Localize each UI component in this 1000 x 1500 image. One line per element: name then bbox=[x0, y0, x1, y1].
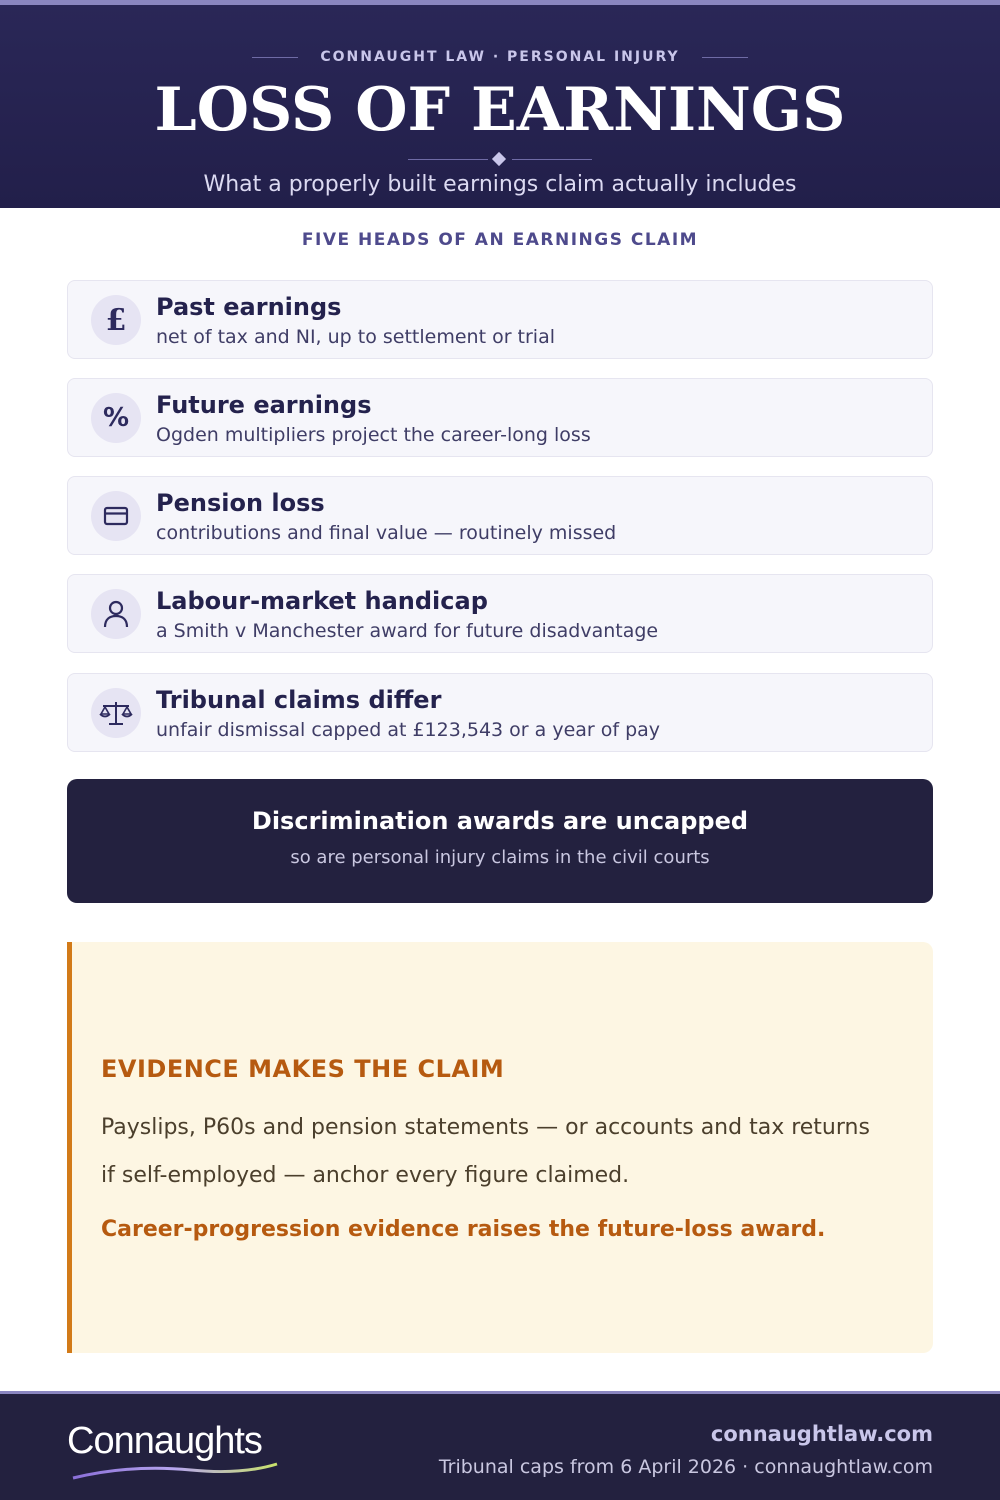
head-title: Tribunal claims differ bbox=[156, 686, 442, 714]
head-card-pension-loss bbox=[67, 476, 933, 555]
head-title: Labour-market handicap bbox=[156, 587, 488, 615]
head-card-labour-market-handicap bbox=[67, 574, 933, 653]
evidence-key-point: Career-progression evidence raises the future-loss award. bbox=[101, 1217, 826, 1242]
section-heading: FIVE HEADS OF AN EARNINGS CLAIM bbox=[301, 230, 699, 250]
logo-wordmark: Connaughts bbox=[67, 1420, 262, 1462]
scales-icon bbox=[91, 688, 141, 738]
head-title: Past earnings bbox=[156, 293, 342, 321]
highlight-subtitle: so are personal injury claims in the civil courts bbox=[290, 847, 710, 868]
highlight-banner bbox=[67, 779, 933, 903]
head-detail: unfair dismissal capped at £123,543 or a year of pay bbox=[156, 719, 661, 741]
diamond-icon bbox=[492, 152, 506, 166]
pound-icon: £ bbox=[91, 295, 141, 345]
head-detail: Ogden multipliers project the career-long loss bbox=[156, 424, 591, 446]
evidence-body: Payslips, P60s and pension statements — or accounts and tax returns if self-employed — anchor every figure claimed. bbox=[101, 1115, 870, 1188]
footer-url-link[interactable]: connaughtlaw.com bbox=[710, 1422, 933, 1446]
kicker-rule-right bbox=[702, 57, 748, 58]
kicker-row bbox=[0, 49, 1000, 65]
highlight-title: Discrimination awards are uncapped bbox=[251, 807, 749, 835]
wallet-icon bbox=[91, 491, 141, 541]
person-icon bbox=[91, 589, 141, 639]
page-subtitle: What a properly built earnings claim actually includes bbox=[203, 172, 797, 197]
brand-logo[interactable] bbox=[67, 1420, 287, 1480]
logo-swoosh-icon bbox=[71, 1462, 281, 1482]
percent-icon: % bbox=[91, 393, 141, 443]
title-ornament bbox=[408, 153, 592, 167]
head-detail: a Smith v Manchester award for future disadvantage bbox=[156, 620, 659, 642]
evidence-panel bbox=[67, 942, 933, 1353]
header-banner bbox=[0, 0, 1000, 208]
footer-note: Tribunal caps from 6 April 2026 · connaughtlaw.com bbox=[438, 1456, 933, 1478]
footer bbox=[0, 1391, 1000, 1500]
head-detail: contributions and final value — routinely missed bbox=[156, 522, 617, 544]
kicker-rule-left bbox=[252, 57, 298, 58]
page-title: LOSS OF EARNINGS bbox=[154, 75, 846, 145]
kicker: CONNAUGHT LAW · PERSONAL INJURY bbox=[320, 49, 680, 65]
head-card-future-earnings bbox=[67, 378, 933, 457]
evidence-heading: EVIDENCE MAKES THE CLAIM bbox=[101, 1055, 505, 1083]
head-card-tribunal-claims bbox=[67, 673, 933, 752]
head-card-past-earnings bbox=[67, 280, 933, 359]
head-detail: net of tax and NI, up to settlement or trial bbox=[156, 326, 556, 348]
head-title: Future earnings bbox=[156, 391, 372, 419]
head-title: Pension loss bbox=[156, 489, 325, 517]
